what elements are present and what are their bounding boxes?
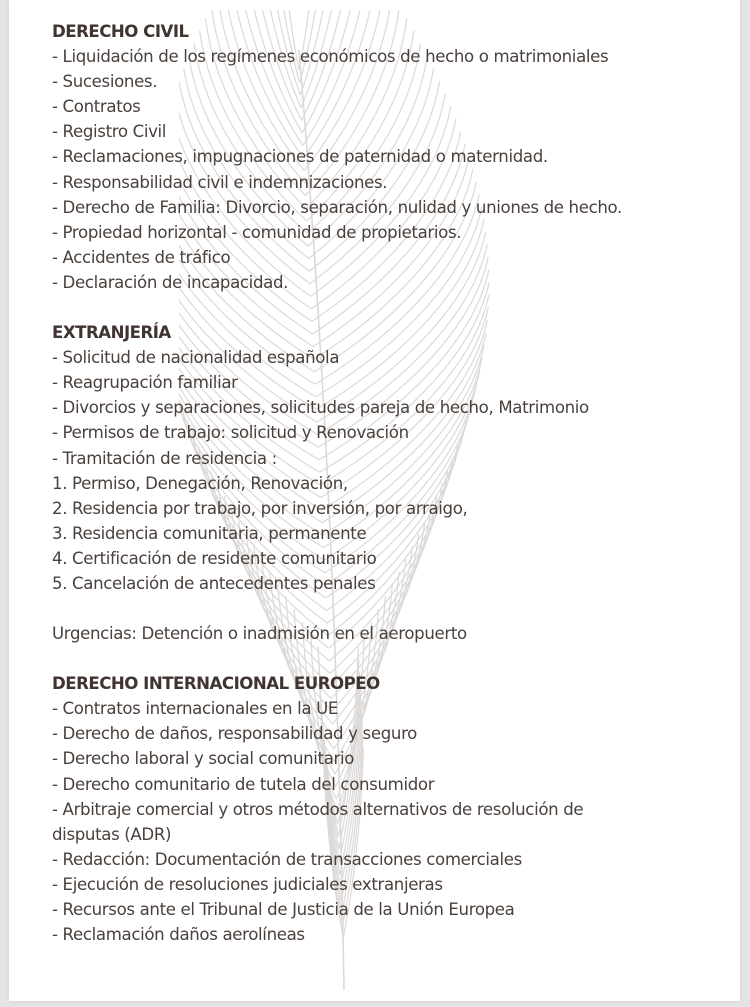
section-derecho-civil <box>52 19 732 295</box>
list-item: - Derecho laboral y social comunitario <box>52 749 355 769</box>
section-heading: EXTRANJERÍA <box>52 323 171 343</box>
numbered-item: 1. Permiso, Denegación, Renovación, <box>52 473 348 493</box>
list-item: - Reclamaciones, impugnaciones de paternidad o maternidad. <box>52 147 548 167</box>
list-item: - Reclamación daños aerolíneas <box>52 925 305 945</box>
list-item: - Derecho de daños, responsabilidad y seguro <box>52 724 417 744</box>
document-content <box>52 19 732 947</box>
list-item: - Arbitraje comercial y otros métodos alternativos de resolución de disputas (ADR) <box>52 799 584 844</box>
numbered-item: 5. Cancelación de antecedentes penales <box>52 573 376 593</box>
list-item: - Solicitud de nacionalidad española <box>52 348 340 368</box>
list-item: - Contratos <box>52 97 141 117</box>
list-item: - Reagrupación familiar <box>52 373 238 393</box>
list-item: - Propiedad horizontal - comunidad de propietarios. <box>52 222 462 242</box>
list-item: - Sucesiones. <box>52 72 158 92</box>
list-item: - Redacción: Documentación de transacciones comerciales <box>52 849 522 869</box>
section-heading: DERECHO CIVIL <box>52 22 189 41</box>
section-extranjeria <box>52 320 732 646</box>
list-item: - Divorcios y separaciones, solicitudes pareja de hecho, Matrimonio <box>52 398 589 418</box>
list-item: - Ejecución de resoluciones judiciales extranjeras <box>52 874 443 894</box>
numbered-item: 4. Certificación de residente comunitario <box>52 548 377 568</box>
list-item: - Declaración de incapacidad. <box>52 272 289 292</box>
numbered-item: 2. Residencia por trabajo, por inversión, por arraigo, <box>52 498 468 518</box>
list-item: - Tramitación de residencia : <box>52 448 277 468</box>
list-item: - Permisos de trabajo: solicitud y Renovación <box>52 423 409 443</box>
list-item: - Derecho de Familia: Divorcio, separación, nulidad y uniones de hecho. <box>52 197 622 217</box>
document-page <box>9 0 740 1001</box>
urgencias-note: Urgencias: Detención o inadmisión en el aeropuerto <box>52 624 467 644</box>
section-heading: DERECHO INTERNACIONAL EUROPEO <box>52 674 380 694</box>
list-item: - Recursos ante el Tribunal de Justicia de la Unión Europea <box>52 900 515 919</box>
section-derecho-internacional-europeo <box>52 671 732 947</box>
numbered-item: 3. Residencia comunitaria, permanente <box>52 523 367 543</box>
list-item: - Liquidación de los regímenes económicos de hecho o matrimoniales <box>52 47 609 67</box>
list-item: - Accidentes de tráfico <box>52 247 231 267</box>
list-item: - Contratos internacionales en la UE <box>52 699 339 719</box>
list-item: - Responsabilidad civil e indemnizaciones. <box>52 172 388 192</box>
list-item: - Derecho comunitario de tutela del consumidor <box>52 774 435 794</box>
list-item: - Registro Civil <box>52 122 167 142</box>
